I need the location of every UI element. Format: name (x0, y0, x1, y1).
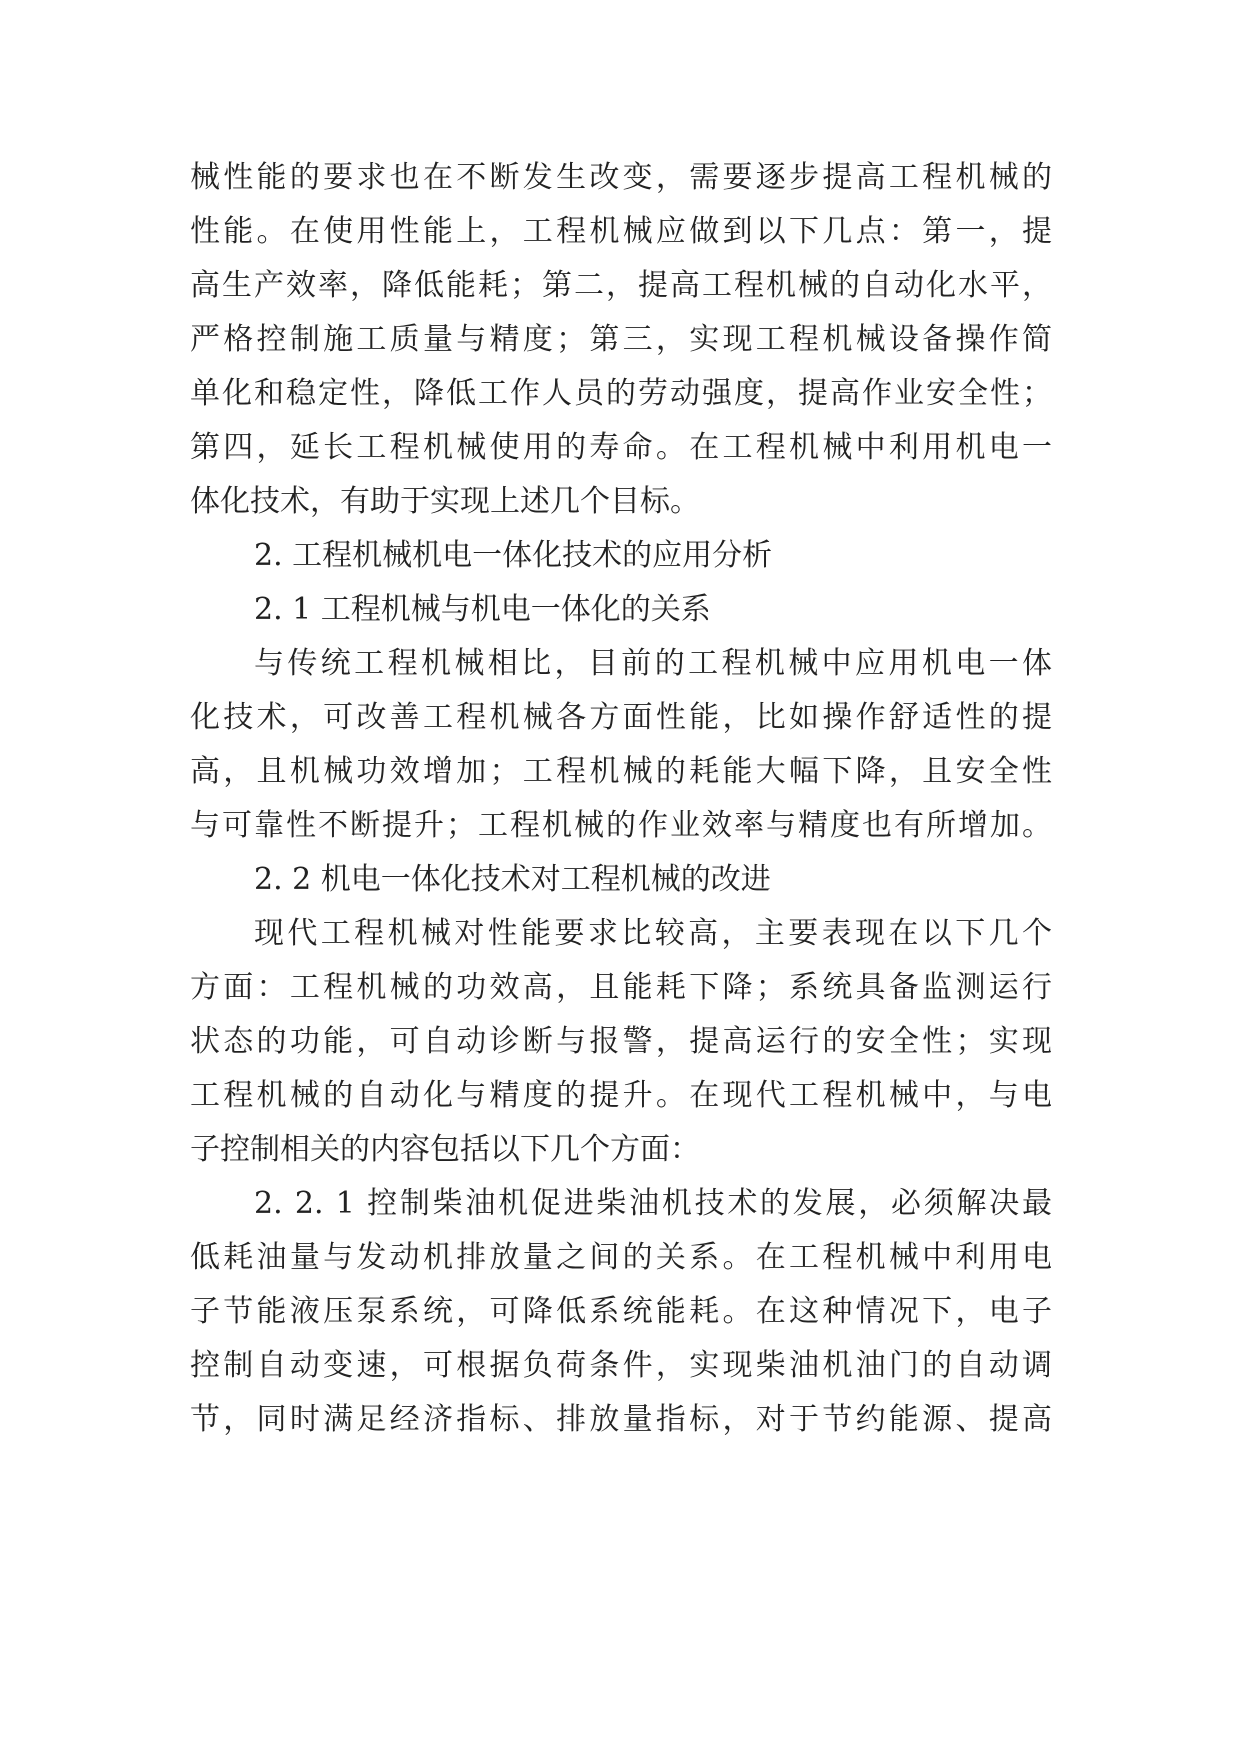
text-line: 子控制相关的内容包括以下几个方面： (190, 1132, 700, 1167)
text-line: 子节能液压泵系统，可降低系统能耗。在这种情况下，电子 (190, 1294, 1052, 1329)
text-line: 低耗油量与发动机排放量之间的关系。在工程机械中利用电 (190, 1240, 1052, 1275)
text-line: 严格控制施工质量与精度；第三，实现工程机械设备操作简 (190, 322, 1052, 357)
section-heading: 2. 工程机械机电一体化技术的应用分析 (254, 538, 773, 573)
text-line: 第四，延长工程机械使用的寿命。在工程机械中利用机电一 (190, 430, 1052, 465)
text-line: 与可靠性不断提升；工程机械的作业效率与精度也有所增加。 (190, 808, 1052, 843)
text-line: 高生产效率，降低能耗；第二，提高工程机械的自动化水平， (190, 268, 1052, 303)
text-line: 状态的功能，可自动诊断与报警，提高运行的安全性；实现 (190, 1024, 1052, 1059)
text-line: 控制自动变速，可根据负荷条件，实现柴油机油门的自动调 (190, 1348, 1052, 1383)
text-line: 方面：工程机械的功效高，且能耗下降；系统具备监测运行 (190, 970, 1052, 1005)
text-line: 高，且机械功效增加；工程机械的耗能大幅下降，且安全性 (190, 754, 1052, 789)
text-line: 工程机械的自动化与精度的提升。在现代工程机械中，与电 (190, 1078, 1052, 1113)
text-line: 性能。在使用性能上，工程机械应做到以下几点：第一，提 (190, 214, 1052, 249)
text-line: 2. 2. 1 控制柴油机促进柴油机技术的发展，必须解决最 (254, 1186, 1052, 1221)
text-line: 体化技术，有助于实现上述几个目标。 (190, 484, 700, 519)
text-line: 械性能的要求也在不断发生改变，需要逐步提高工程机械的 (190, 160, 1052, 195)
text-line: 单化和稳定性，降低工作人员的劳动强度，提高作业安全性； (190, 376, 1052, 411)
subsection-heading: 2. 1 工程机械与机电一体化的关系 (254, 592, 711, 627)
text-line: 节，同时满足经济指标、排放量指标，对于节约能源、提高 (190, 1402, 1052, 1437)
text-line: 现代工程机械对性能要求比较高，主要表现在以下几个 (254, 916, 1052, 951)
subsection-heading: 2. 2 机电一体化技术对工程机械的改进 (254, 862, 771, 897)
text-line: 与传统工程机械相比，目前的工程机械中应用机电一体 (254, 646, 1052, 681)
text-line: 化技术，可改善工程机械各方面性能，比如操作舒适性的提 (190, 700, 1052, 735)
